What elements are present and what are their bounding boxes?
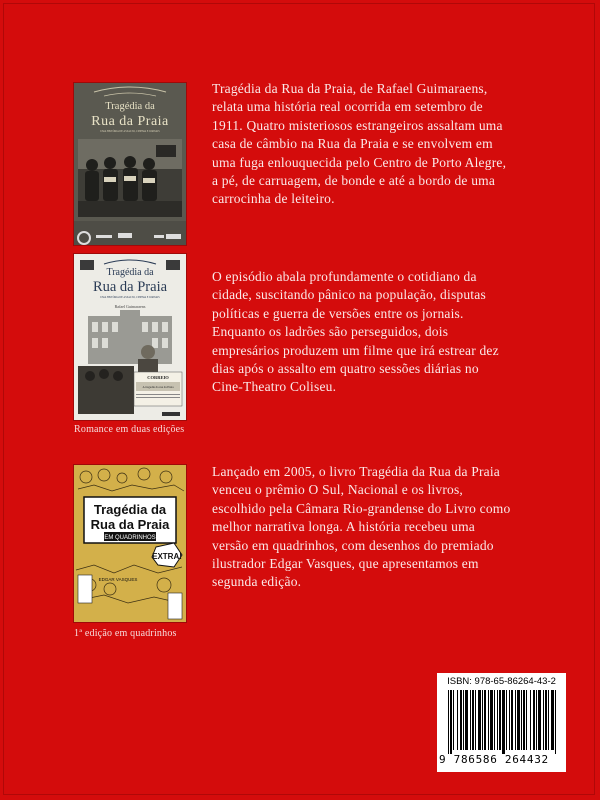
cover-comic-edition-art <box>74 465 186 622</box>
cover1-subtitle: UMA HISTÓRIA DE ASSALTO, CINEMA E JORNAIS <box>100 130 160 133</box>
cover2-title-bottom: Rua da Praia <box>92 279 168 295</box>
context-paragraph: O episódio abala profundamente o cotidiano da cidade, suscitando pânico na população, disputas políticas e guerra de versões entre os jornais. Enquanto os ladrões são perseguidos, dois empresários produzem um filme que irá estrear dez dias após o assalto em quatro sessões diárias no Cine-Theatro Coliseu. <box>212 269 499 395</box>
caption-romance-editions: Romance em duas edições <box>74 424 185 435</box>
cover3-author: EDGAR VASQUES <box>98 577 138 582</box>
book-cover-first-edition <box>74 83 186 245</box>
cover2-newspaper-name: CORREIO <box>147 375 169 380</box>
cover2-newspaper-headline: A tragedia da rua da Praia <box>142 385 174 389</box>
book-cover-second-edition <box>74 254 186 420</box>
isbn-label: ISBN: 978-65-86264-43-2 <box>447 676 556 687</box>
cover3-title-top: Tragédia da <box>93 502 167 517</box>
awards-paragraph: Lançado em 2005, o livro Tragédia da Rua da Praia venceu o prêmio O Sul, Nacional e os livros, escolhido pela Câmara Rio-grandense do Livro como melhor narrativa longa. A história recebeu uma versão em quadrinhos, com desenhos do premiado ilustrador Edgar Vasques, que apresentamos em segunda edição. <box>212 464 511 590</box>
cover-second-edition-art <box>74 254 186 420</box>
cover2-title-top: Tragédia da <box>106 267 154 278</box>
cover3-title-bottom: Rua da Praia <box>90 517 170 532</box>
barcode-digits: 9 786586 264432 <box>439 753 549 766</box>
isbn-barcode <box>437 673 566 772</box>
caption-comic-edition: 1ª edição em quadrinhos <box>74 628 177 639</box>
cover3-subtitle: EM QUADRINHOS <box>104 535 156 541</box>
cover3-extra-burst: EXTRA! <box>152 552 182 561</box>
cover1-title-bottom: Rua da Praia <box>91 114 169 129</box>
book-cover-comic-edition <box>74 465 186 622</box>
cover2-author: Rafael Guimaraens <box>114 304 146 309</box>
synopsis-paragraph: Tragédia da Rua da Praia, de Rafael Guimaraens, relata uma história real ocorrida em setembro de 1911. Quatro misteriosos estrangeiros assaltam uma casa de câmbio na Rua da Praia e se envolvem em uma fuga enlouquecida pelo Centro de Porto Alegre, a pé, de carruagem, de bonde e até a bordo de uma carrocinha de leiteiro. <box>212 81 507 207</box>
barcode-bars <box>448 690 556 754</box>
cover1-title-top: Tragédia da <box>105 101 155 112</box>
cover2-subtitle: UMA HISTÓRIA DE ASSALTO, CINEMA E JORNAIS <box>100 296 160 299</box>
cover-first-edition-art <box>74 83 186 245</box>
